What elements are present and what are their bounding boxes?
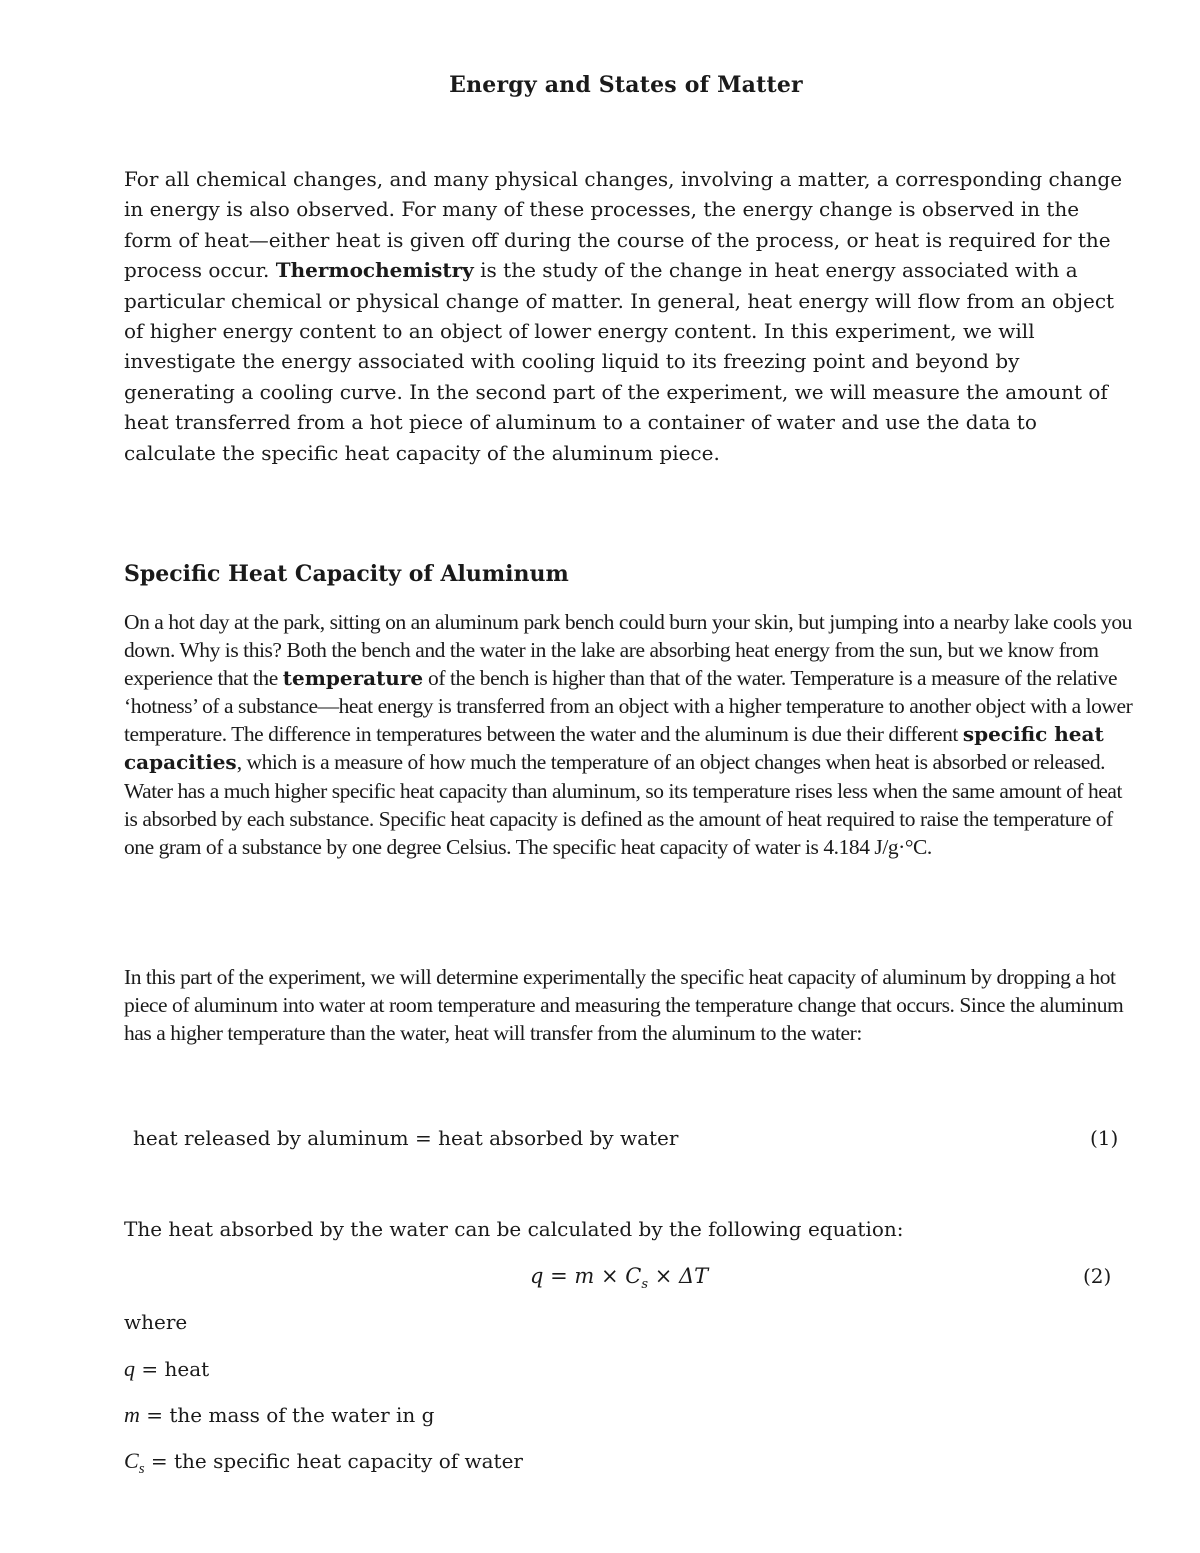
equation-1-number: (1) xyxy=(1090,1126,1119,1150)
eq2-m: m xyxy=(574,1264,595,1288)
intro-text-2: is the study of the change in heat energy associated with a particular chemical or physical change of matter. In general, heat energy will flow from an object of higher energy content to an object of lower energy content. In this experiment, we will investigate the energy associated with cooling liquid to its freezing point and beyond by generating a cooling curve. In the second part of the experiment, we will measure the amount of heat transferred from a hot piece of aluminum to a container of water and use the data to calculate the specific heat capacity of the aluminum piece. xyxy=(124,258,1115,465)
intro-text-1: For all chemical changes, and many physical changes, involving a matter, a corresponding change in energy is also observed. For many of these processes, the energy change is observed in the form of heat—either heat is given off during the course of the process, or heat is required for the process occur. xyxy=(124,167,1123,283)
intro-paragraph xyxy=(124,164,1124,468)
eq2-q: q xyxy=(530,1264,544,1288)
section-p1-text-3: , which is a measure of how much the temperature of an object changes when heat is absorbed or released. Water has a much higher specific heat capacity than aluminum, so its temperature rises less when the same amount of heat is absorbed by each substance. Specific heat capacity is defined as the amount of heat required to raise the temperature of one gram of a substance by one degree Celsius. The specific heat capacity of water is 4.184 J/g·°C. xyxy=(124,750,1123,859)
eq2-times-1: × xyxy=(594,1264,626,1288)
term-temperature: temperature xyxy=(282,666,424,691)
def-symbol-m: m xyxy=(124,1402,140,1427)
eq2-times-2: × xyxy=(648,1264,679,1288)
section-p1-text-2: of the bench is higher than that of the water. Temperature is a measure of the relative ‘hotness’ of a substance—heat energy is transferred from an object with a higher temperature to another object with a lower temperature. The difference in temperatures between the water and the aluminum is due their different xyxy=(124,666,1133,747)
equation-2-intro: The heat absorbed by the water can be calculated by the following equation: xyxy=(124,1217,904,1241)
equation-1: heat released by aluminum = heat absorbed by water xyxy=(133,1126,679,1150)
def-symbol-c: C xyxy=(124,1448,139,1473)
equation-2 xyxy=(530,1262,708,1299)
def-text-q: = heat xyxy=(135,1357,210,1381)
eq2-c: C xyxy=(625,1264,642,1288)
section-paragraph-2: In this part of the experiment, we will determine experimentally the specific heat capacity of aluminum by dropping a hot piece of aluminum into water at room temperature and measuring the temperature change that occurs. Since the aluminum has a higher temperature than the water, heat will transfer from the aluminum to the water: xyxy=(124,965,1124,1046)
definition-m xyxy=(124,1401,434,1429)
def-text-cs: = the specific heat capacity of water xyxy=(144,1449,523,1473)
eq2-delta-t: ΔT xyxy=(678,1264,709,1288)
where-label: where xyxy=(124,1310,188,1334)
def-symbol-c-subscript: s xyxy=(138,1461,145,1477)
section-paragraph-1 xyxy=(124,608,1134,861)
definition-cs xyxy=(124,1447,523,1483)
definition-q xyxy=(124,1355,209,1383)
def-symbol-q: q xyxy=(124,1356,135,1381)
section-p1-text-1: On a hot day at the park, sitting on an aluminum park bench could burn your skin, but jumping into a nearby lake cools you down. Why is this? Both the bench and the water in the lake are absorbing heat energy from the sun, but we know from experience that the xyxy=(124,610,1132,691)
document-title: Energy and States of Matter xyxy=(449,72,803,98)
section-heading: Specific Heat Capacity of Aluminum xyxy=(124,561,569,587)
eq2-equals: = xyxy=(543,1264,575,1288)
equation-2-number: (2) xyxy=(1083,1264,1112,1288)
eq2-c-subscript: s xyxy=(641,1277,649,1293)
term-specific-heat-capacities: specific heat capacities xyxy=(124,722,1104,775)
def-text-m: = the mass of the water in g xyxy=(139,1403,435,1427)
intro-term-thermochemistry: Thermochemistry xyxy=(275,258,474,283)
